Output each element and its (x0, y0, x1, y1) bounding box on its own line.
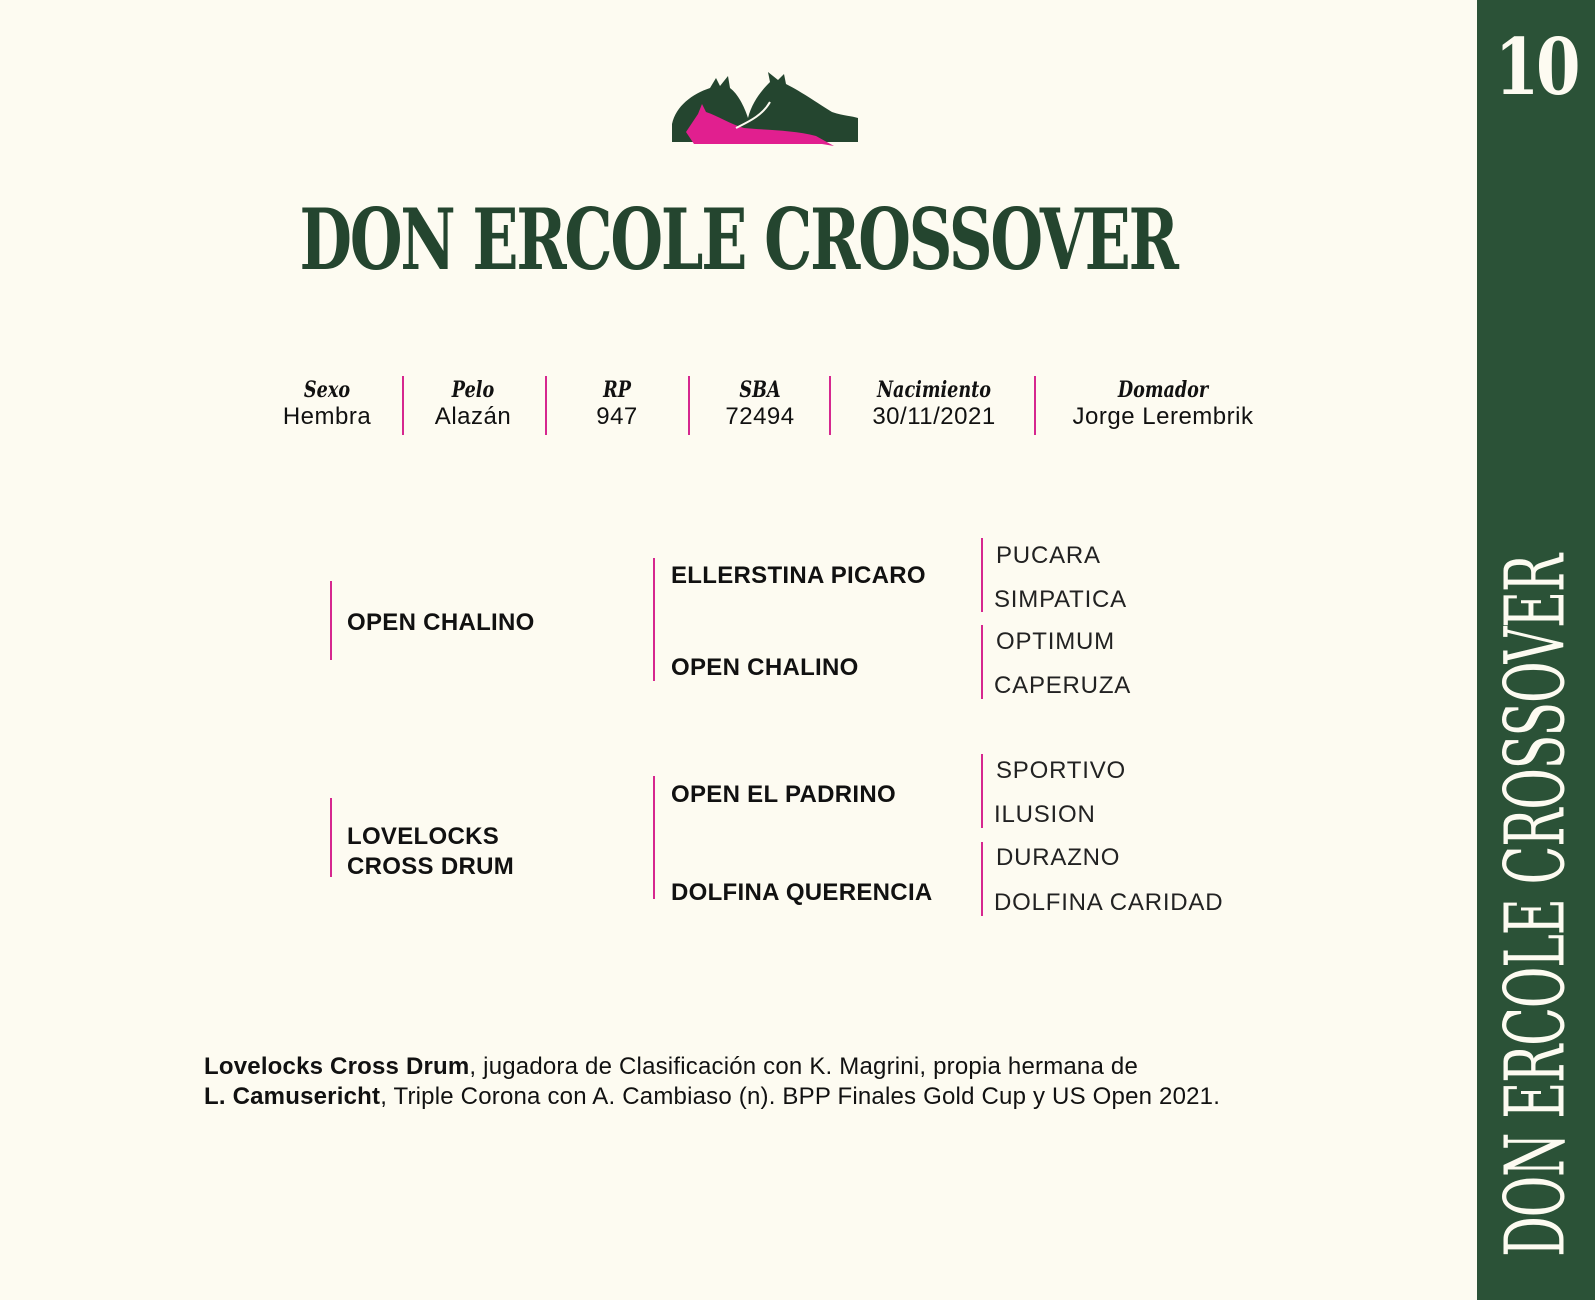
pedigree-divider (653, 558, 655, 681)
info-sexo: Sexo Hembra (282, 377, 372, 430)
horse-name-title: DON ERCOLE CROSSOVER (299, 190, 1178, 289)
pedigree-divider (981, 625, 983, 699)
pedigree-dam: LOVELOCKS CROSS DRUM (347, 823, 515, 880)
pedigree-ggp: DURAZNO (996, 844, 1121, 871)
pedigree-ggp: PUCARA (996, 542, 1101, 569)
pedigree-divider (981, 538, 983, 612)
pedigree-divider (653, 776, 655, 899)
pedigree-sire-sire: ELLERSTINA PICARO (671, 562, 926, 589)
pedigree-note: Lovelocks Cross Drum, jugadora de Clasificación con K. Magrini, propia hermana de L. Camusericht, Triple Corona con A. Cambiaso (n). BPP Finales Gold Cup y US Open 2021. (204, 1053, 1221, 1110)
horses-logo-icon (672, 72, 858, 150)
info-domador: Domador Jorge Lerembrik (1072, 377, 1254, 430)
info-pelo: Pelo Alazán (434, 377, 512, 430)
info-divider (829, 376, 831, 435)
info-divider (688, 376, 690, 435)
pedigree-ggp: SIMPATICA (994, 586, 1127, 613)
pedigree-dam-sire: OPEN EL PADRINO (671, 781, 896, 808)
info-nacimiento: Nacimiento 30/11/2021 (872, 377, 996, 430)
pedigree-divider (330, 798, 332, 877)
sidebar (1477, 0, 1595, 1300)
info-row (0, 377, 1477, 437)
info-sba: SBA 72494 (725, 377, 795, 430)
sidebar-horse-name: DON ERCOLE CROSSOVER (1488, 555, 1584, 1257)
pedigree-ggp: SPORTIVO (996, 757, 1126, 784)
pedigree-dam-dam: DOLFINA QUERENCIA (671, 879, 933, 906)
pedigree-sire-dam: OPEN CHALINO (671, 654, 859, 681)
info-divider (1034, 376, 1036, 435)
lot-number: 10 (1494, 22, 1578, 113)
pedigree-ggp: CAPERUZA (994, 672, 1132, 699)
pedigree-ggp: OPTIMUM (996, 628, 1115, 655)
pedigree-ggp: ILUSION (994, 801, 1096, 828)
info-rp: RP 947 (596, 377, 638, 430)
pedigree-divider (330, 581, 332, 660)
pedigree-ggp: DOLFINA CARIDAD (994, 889, 1224, 916)
pedigree-divider (981, 842, 983, 916)
info-divider (402, 376, 404, 435)
pedigree-divider (981, 754, 983, 828)
pedigree-sire: OPEN CHALINO (347, 609, 535, 636)
info-divider (545, 376, 547, 435)
